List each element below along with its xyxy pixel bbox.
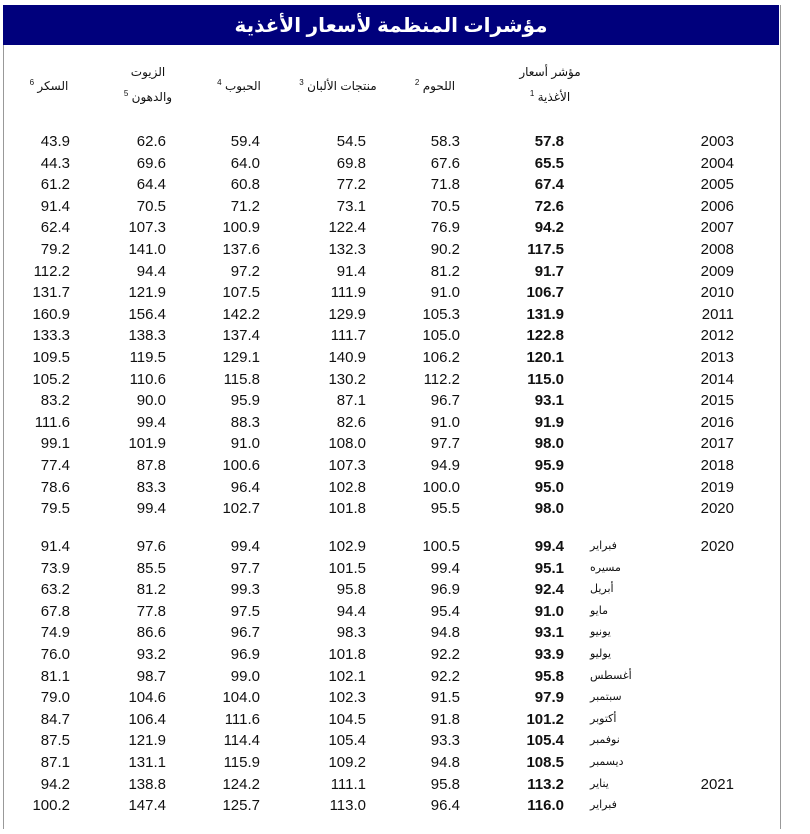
- cell-cereals: 71.2: [230, 197, 260, 215]
- cell-cereals: 142.2: [222, 305, 260, 323]
- cell-sugar: 94.2: [40, 775, 70, 793]
- cell-dairy: 91.4: [336, 262, 366, 280]
- cell-meat: 95.8: [430, 775, 460, 793]
- table-row: [0, 730, 810, 752]
- table-title: مؤشرات المنظمة لأسعار الأغذية: [3, 5, 779, 45]
- cell-meat: 71.8: [430, 176, 460, 194]
- cell-dairy: 102.9: [328, 538, 366, 555]
- table-row: [0, 666, 810, 688]
- cell-dairy: 113.0: [329, 797, 366, 815]
- cell-food-index: 93.9: [534, 646, 564, 663]
- cell-food-index: 116.0: [527, 797, 564, 815]
- table-row: [0, 558, 810, 580]
- cell-food-index: 95.8: [534, 667, 564, 685]
- cell-dairy: 82.6: [336, 413, 366, 431]
- cell-dairy: 109.2: [328, 754, 366, 771]
- header-meat: اللحوم $^2$: [414, 78, 456, 93]
- cell-month: فبراير: [590, 799, 617, 812]
- cell-dairy: 111.1: [330, 775, 366, 793]
- table-row: [0, 433, 810, 455]
- cell-year: 2019: [700, 478, 734, 496]
- table-row: [0, 644, 810, 666]
- cell-meat: 92.2: [430, 646, 460, 663]
- cell-food-index: 115.0: [527, 370, 564, 388]
- cell-oils: 110.6: [129, 370, 166, 388]
- cell-dairy: 140.9: [328, 349, 366, 366]
- table-row: [0, 261, 810, 283]
- cell-sugar: 99.1: [40, 435, 70, 453]
- cell-year: 2015: [700, 392, 734, 410]
- cell-month: مسيره: [590, 561, 621, 574]
- cell-meat: 96.4: [430, 797, 460, 815]
- cell-sugar: 79.5: [40, 500, 70, 518]
- cell-sugar: 91.4: [40, 538, 70, 555]
- cell-sugar: 73.9: [40, 559, 70, 577]
- cell-oils: 121.9: [128, 284, 166, 302]
- cell-oils: 70.5: [136, 197, 166, 215]
- cell-dairy: 77.2: [336, 176, 366, 194]
- cell-dairy: 102.8: [328, 478, 366, 496]
- cell-meat: 92.2: [430, 667, 460, 685]
- cell-sugar: 109.5: [32, 349, 70, 366]
- cell-meat: 93.3: [430, 732, 460, 750]
- cell-cereals: 99.3: [230, 581, 260, 599]
- cell-oils: 86.6: [136, 624, 166, 642]
- table-row: [0, 709, 810, 731]
- cell-oils: 85.5: [136, 559, 166, 577]
- table-row: [0, 477, 810, 499]
- cell-year: 2012: [700, 327, 734, 345]
- cell-meat: 58.3: [430, 133, 460, 150]
- table-row: [0, 174, 810, 196]
- table-row: [0, 498, 810, 520]
- table-row: [0, 239, 810, 261]
- header-sugar: السكر $^6$: [29, 78, 69, 93]
- table-row: [0, 131, 810, 153]
- cell-cereals: 97.7: [230, 559, 260, 577]
- table-row: [0, 282, 810, 304]
- cell-sugar: 44.3: [40, 154, 70, 172]
- cell-meat: 112.2: [423, 370, 460, 388]
- cell-month: يونيو: [590, 626, 611, 639]
- cell-month: يناير: [590, 777, 609, 790]
- header-cereals: الحبوب $^4$: [217, 78, 261, 93]
- cell-sugar: 131.7: [32, 284, 70, 302]
- cell-cereals: 99.0: [230, 667, 260, 685]
- cell-food-index: 95.9: [534, 457, 564, 474]
- cell-cereals: 129.1: [222, 349, 260, 366]
- cell-cereals: 59.4: [230, 133, 260, 150]
- cell-sugar: 79.2: [40, 241, 70, 258]
- cell-cereals: 100.6: [222, 457, 260, 474]
- cell-year: 2018: [700, 457, 734, 474]
- cell-dairy: 87.1: [336, 392, 366, 410]
- table-row: [0, 196, 810, 218]
- cell-sugar: 61.2: [40, 176, 70, 194]
- cell-year: 2005: [700, 176, 734, 194]
- table-row: [0, 752, 810, 774]
- cell-cereals: 96.4: [230, 478, 260, 496]
- cell-food-index: 120.1: [526, 349, 564, 366]
- cell-oils: 77.8: [136, 602, 166, 620]
- cell-oils: 64.4: [136, 176, 166, 194]
- cell-dairy: 69.8: [336, 154, 366, 172]
- cell-sugar: 133.3: [32, 327, 70, 345]
- cell-year: 2007: [700, 219, 734, 237]
- cell-food-index: 97.9: [534, 689, 564, 707]
- cell-meat: 90.2: [430, 241, 460, 258]
- cell-food-index: 93.1: [534, 392, 564, 410]
- cell-oils: 131.1: [128, 754, 166, 771]
- cell-meat: 81.2: [430, 262, 460, 280]
- cell-oils: 156.4: [128, 305, 166, 323]
- header-dairy: منتجات الألبان $^3$: [299, 78, 377, 93]
- cell-year: 2004: [700, 154, 734, 172]
- cell-cereals: 115.8: [223, 370, 260, 388]
- cell-meat: 70.5: [430, 197, 460, 215]
- cell-dairy: 129.9: [328, 305, 366, 323]
- cell-oils: 147.4: [128, 797, 166, 815]
- cell-cereals: 99.4: [230, 538, 260, 555]
- cell-year: 2013: [700, 349, 734, 366]
- header-food-index: مؤشر أسعار الأغذية $^1$: [519, 65, 581, 104]
- cell-dairy: 104.5: [328, 710, 366, 728]
- cell-sugar: 87.1: [40, 754, 70, 771]
- cell-meat: 94.8: [430, 754, 460, 771]
- cell-oils: 138.8: [128, 775, 166, 793]
- cell-food-index: 101.2: [526, 710, 564, 728]
- cell-oils: 138.3: [128, 327, 166, 345]
- cell-dairy: 107.3: [328, 457, 366, 474]
- cell-cereals: 102.7: [222, 500, 260, 518]
- cell-cereals: 115.9: [223, 754, 260, 771]
- cell-year: 2006: [700, 197, 734, 215]
- table-row: [0, 601, 810, 623]
- cell-sugar: 111.6: [34, 413, 70, 431]
- cell-meat: 97.7: [430, 435, 460, 453]
- cell-meat: 91.8: [430, 710, 460, 728]
- cell-cereals: 60.8: [230, 176, 260, 194]
- cell-meat: 105.0: [422, 327, 460, 345]
- cell-dairy: 108.0: [328, 435, 366, 453]
- cell-year: 2020: [700, 538, 734, 555]
- cell-meat: 105.3: [422, 305, 460, 323]
- cell-oils: 97.6: [136, 538, 166, 555]
- table-row: [0, 579, 810, 601]
- cell-month: ديسمبر: [590, 756, 624, 768]
- cell-food-index: 98.0: [534, 500, 564, 518]
- cell-dairy: 102.1: [328, 667, 366, 685]
- cell-oils: 104.6: [128, 689, 166, 707]
- cell-oils: 69.6: [136, 154, 166, 172]
- cell-oils: 62.6: [136, 133, 166, 150]
- cell-sugar: 78.6: [40, 478, 70, 496]
- cell-dairy: 130.2: [328, 370, 366, 388]
- cell-sugar: 91.4: [40, 197, 70, 215]
- cell-cereals: 107.5: [222, 284, 260, 302]
- cell-dairy: 98.3: [336, 624, 366, 642]
- cell-cereals: 137.6: [222, 241, 260, 258]
- cell-food-index: 117.5: [527, 241, 564, 258]
- cell-dairy: 122.4: [328, 219, 366, 237]
- table-row: [0, 455, 810, 477]
- table-row: [0, 304, 810, 326]
- cell-meat: 96.7: [430, 392, 460, 410]
- cell-oils: 99.4: [136, 500, 166, 518]
- table-row: [0, 795, 810, 817]
- table-row: [0, 390, 810, 412]
- cell-oils: 83.3: [136, 478, 166, 496]
- cell-cereals: 124.2: [222, 775, 260, 793]
- cell-sugar: 67.8: [40, 602, 70, 620]
- cell-cereals: 100.9: [222, 219, 260, 237]
- cell-cereals: 97.2: [230, 262, 260, 280]
- cell-year: 2021: [700, 775, 734, 793]
- cell-year: 2020: [700, 500, 734, 518]
- cell-food-index: 91.9: [534, 413, 564, 431]
- cell-meat: 95.5: [430, 500, 460, 518]
- cell-sugar: 43.9: [40, 133, 70, 150]
- cell-cereals: 91.0: [230, 435, 260, 453]
- table-row: [0, 369, 810, 391]
- cell-oils: 119.5: [129, 349, 166, 366]
- cell-year: 2009: [700, 262, 734, 280]
- cell-oils: 107.3: [128, 219, 166, 237]
- cell-sugar: 84.7: [40, 710, 70, 728]
- cell-food-index: 131.9: [526, 305, 564, 323]
- cell-meat: 91.0: [430, 413, 460, 431]
- cell-dairy: 95.8: [336, 581, 366, 599]
- cell-oils: 90.0: [136, 392, 166, 410]
- cell-dairy: 73.1: [336, 197, 366, 215]
- cell-cereals: 96.7: [230, 624, 260, 642]
- cell-meat: 106.2: [422, 349, 460, 366]
- cell-dairy: 132.3: [328, 241, 366, 258]
- cell-sugar: 63.2: [40, 581, 70, 599]
- table-row: [0, 536, 810, 558]
- cell-oils: 87.8: [136, 457, 166, 474]
- cell-meat: 95.4: [430, 602, 460, 620]
- table-row: [0, 774, 810, 796]
- cell-month: نوفمبر: [590, 734, 620, 747]
- cell-cereals: 104.0: [222, 689, 260, 707]
- cell-dairy: 101.5: [328, 559, 366, 577]
- cell-food-index: 57.8: [534, 133, 564, 150]
- cell-cereals: 137.4: [222, 327, 260, 345]
- cell-food-index: 106.7: [526, 284, 564, 302]
- cell-cereals: 111.6: [224, 710, 260, 728]
- cell-dairy: 111.7: [330, 327, 366, 345]
- cell-cereals: 125.7: [222, 797, 260, 815]
- cell-food-index: 65.5: [534, 154, 564, 172]
- table-row: [0, 217, 810, 239]
- cell-dairy: 101.8: [328, 646, 366, 663]
- cell-year: 2003: [700, 133, 734, 150]
- cell-food-index: 122.8: [526, 327, 564, 345]
- cell-sugar: 77.4: [40, 457, 70, 474]
- table-row: [0, 622, 810, 644]
- cell-month: يوليو: [590, 648, 612, 660]
- cell-cereals: 88.3: [230, 413, 260, 431]
- cell-food-index: 67.4: [534, 176, 564, 194]
- cell-month: أغسطس: [590, 669, 632, 682]
- cell-food-index: 108.5: [526, 754, 564, 771]
- cell-meat: 94.9: [430, 457, 460, 474]
- cell-month: أكتوبر: [590, 712, 617, 725]
- cell-cereals: 97.5: [230, 602, 260, 620]
- cell-cereals: 96.9: [230, 646, 260, 663]
- cell-month: مايو: [590, 604, 608, 617]
- cell-sugar: 83.2: [40, 392, 70, 410]
- cell-food-index: 91.0: [534, 602, 564, 620]
- cell-sugar: 74.9: [40, 624, 70, 642]
- header-oils: الزيوت والدهون $^5$: [123, 65, 173, 104]
- cell-month: فبراير: [590, 540, 617, 552]
- cell-dairy: 101.8: [328, 500, 366, 518]
- cell-sugar: 81.1: [40, 667, 70, 685]
- cell-food-index: 92.4: [534, 581, 564, 599]
- cell-oils: 99.4: [136, 413, 166, 431]
- cell-food-index: 105.4: [526, 732, 564, 750]
- cell-month: أبريل: [590, 583, 614, 596]
- cell-oils: 98.7: [136, 667, 166, 685]
- cell-sugar: 105.2: [32, 370, 70, 388]
- cell-dairy: 54.5: [336, 133, 366, 150]
- cell-oils: 93.2: [136, 646, 166, 663]
- cell-dairy: 105.4: [328, 732, 366, 750]
- cell-year: 2010: [700, 284, 734, 302]
- cell-food-index: 94.2: [534, 219, 564, 237]
- cell-sugar: 100.2: [32, 797, 70, 815]
- cell-year: 2008: [700, 241, 734, 258]
- cell-sugar: 160.9: [32, 305, 70, 323]
- cell-food-index: 98.0: [534, 435, 564, 453]
- cell-meat: 76.9: [430, 219, 460, 237]
- cell-sugar: 62.4: [40, 219, 70, 237]
- cell-meat: 96.9: [430, 581, 460, 599]
- cell-dairy: 94.4: [336, 602, 366, 620]
- cell-dairy: 111.9: [330, 284, 366, 302]
- table-row: [0, 153, 810, 175]
- cell-food-index: 91.7: [534, 262, 564, 280]
- cell-cereals: 114.4: [223, 732, 260, 750]
- cell-year: 2017: [700, 435, 734, 453]
- cell-sugar: 76.0: [40, 646, 70, 663]
- cell-food-index: 95.0: [534, 478, 564, 496]
- cell-oils: 81.2: [136, 581, 166, 599]
- cell-food-index: 72.6: [534, 197, 564, 215]
- cell-cereals: 95.9: [230, 392, 260, 410]
- cell-food-index: 93.1: [534, 624, 564, 642]
- cell-month: سبتمبر: [590, 691, 622, 704]
- table-row: [0, 687, 810, 709]
- cell-dairy: 102.3: [328, 689, 366, 707]
- cell-year: 2016: [700, 413, 734, 431]
- cell-sugar: 79.0: [40, 689, 70, 707]
- cell-sugar: 87.5: [40, 732, 70, 750]
- cell-year: 2014: [700, 370, 734, 388]
- cell-oils: 94.4: [136, 262, 166, 280]
- cell-year: 2011: [701, 305, 734, 323]
- table-row: [0, 412, 810, 434]
- cell-meat: 94.8: [430, 624, 460, 642]
- cell-food-index: 99.4: [534, 538, 564, 555]
- table-row: [0, 325, 810, 347]
- cell-cereals: 64.0: [230, 154, 260, 172]
- cell-meat: 91.0: [430, 284, 460, 302]
- cell-meat: 100.5: [422, 538, 460, 555]
- cell-oils: 121.9: [128, 732, 166, 750]
- cell-meat: 91.5: [430, 689, 460, 707]
- cell-sugar: 112.2: [33, 262, 70, 280]
- cell-meat: 67.6: [430, 154, 460, 172]
- cell-meat: 99.4: [430, 559, 460, 577]
- cell-oils: 141.0: [128, 241, 166, 258]
- cell-oils: 101.9: [128, 435, 166, 453]
- cell-food-index: 113.2: [527, 775, 564, 793]
- cell-meat: 100.0: [422, 478, 460, 496]
- cell-oils: 106.4: [128, 710, 166, 728]
- cell-food-index: 95.1: [534, 559, 564, 577]
- table-row: [0, 347, 810, 369]
